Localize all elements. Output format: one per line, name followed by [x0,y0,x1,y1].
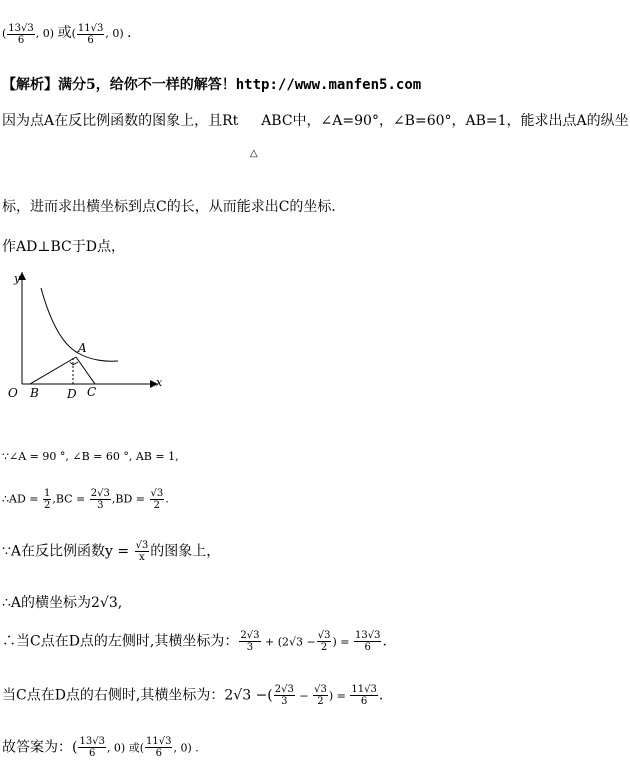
answer-fraction-2: $\frac{11√3}{6}$ [77,22,104,46]
point-d-label: D [67,387,77,401]
intro-line-2: 标，进而求出横坐标到点C的长，从而能求出C的坐标． [2,199,346,215]
final-answer: 故答案为：( $\frac{13√3}{6}$ , 0) 或( $\frac{11√3}{6}$ , 0) . [2,736,199,759]
point-b-label: B [30,386,39,400]
geometry-figure [0,268,170,403]
source-url[interactable]: http://www.manfen5.com [235,77,422,93]
x-axis-label: x [156,376,163,389]
triangle-symbol: △ [250,148,258,159]
analysis-header: 【解析】满分5，给你不一样的解答！http://www.manfen5.com [2,77,422,93]
step-3: ∵A在反比例函数y = $\frac{√3}{x}$ 的图象上， [2,540,221,563]
point-c-label: C [87,385,97,399]
analysis-title: 解析 [16,77,44,93]
top-answer: ( $\frac{13√3}{6}$ , 0) 或( $\frac{11√3}{6}$ , 0) ． [2,22,142,46]
answer-fraction-1: $\frac{13√3}{6}$ [8,22,34,46]
step-6: 当C点在D点的右侧时,其横坐标为：2√3 −( $\frac{2√3}{3}$ − $\frac{√3}{2}$ ) = $\frac{11√3}{6}$ . [2,684,384,707]
point-a-label: A [78,341,87,355]
analysis-subtitle: 满分5，给你不一样的解答！ [58,77,236,93]
construction-note: 作AD⊥BC于D点， [2,239,125,255]
step-4: ∴A的横坐标为2√3, [2,595,123,611]
step-2: ∴AD = $\frac{1}{2}$ ,BC = $\frac{2√3}{3}$ ,BD = $\frac{√3}{2}$ . [2,488,169,511]
step-1: ∵∠A = 90 °, ∠B = 60 °, AB = 1, [2,450,179,463]
y-axis-label: y [14,272,21,285]
step-5: ∴当C点在D点的左侧时,其横坐标为： $\frac{2√3}{3}$ + (2√3 − $\frac{√3}{2}$ ) = $\frac{13√3}{6}$ . [2,630,387,653]
origin-label: O [8,386,18,400]
intro-line-1: 因为点A在反比例函数的图象上，且Rt ABC中，∠A=90°，∠B=60°，AB=1，能求出点A的纵坐 [2,113,629,129]
